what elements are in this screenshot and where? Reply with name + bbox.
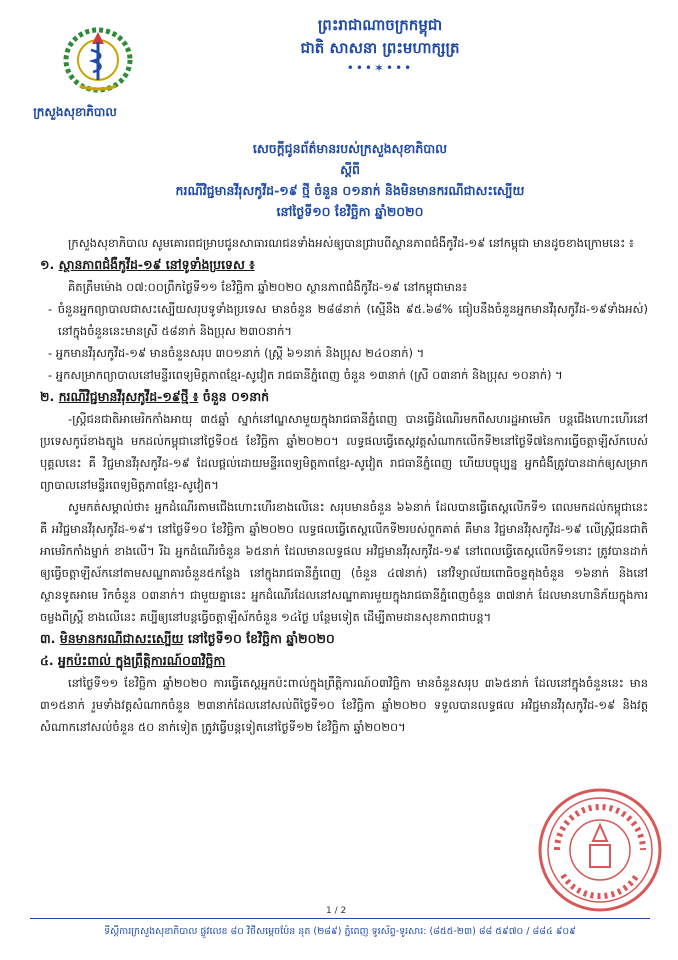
section-1-bullet-3: - អ្នកសម្រាកព្យាបាលនៅមន្ទីរពេទ្យមិត្តភាពខ្មែរ-សូវៀត រាជធានីភ្នំពេញ ចំនួន ១៣នាក់ (ស្រី ០៣នាក់ និងប្រុស ១០នាក់) ។: [48, 368, 563, 382]
section-2-count: ចំនួន ០១នាក់: [202, 389, 270, 404]
footer-address: ទីស្តីការក្រសួងសុខាភិបាល ផ្លូវលេខ ៨០ វិថីសម្តេចប៉ែន នុត (២៨៩) ភ្នំពេញ ទូរស័ព្ទ-ទូរសារ: (៨៥៥-២៣) ៨៨ ៥៩៧០ / ៨៨៤ ៩០៩: [104, 926, 576, 937]
title-line-2: ស្តីពី: [340, 162, 360, 177]
intro-paragraph: ក្រសួងសុខាភិបាល សូមគោរពជម្រាបជូនសាធារណជនទាំងអស់ឲ្យបានជ្រាបពីស្ថានភាពជំងឺកូវីដ-១៩ នៅកម្ពុជា មានដូចខាងក្រោមនេះ ៖: [68, 236, 634, 250]
section-2-heading: [40, 386, 648, 408]
footer-divider: [30, 918, 650, 919]
ministry-logo: [58, 20, 138, 100]
section-3-heading: [40, 628, 648, 650]
page-number: 1 / 2: [326, 906, 347, 916]
kingdom-line-1: ព្រះរាជាណាចក្រកម្ពុជា: [317, 16, 443, 34]
document-body: [40, 232, 648, 738]
kingdom-ornament: •••✶•••: [346, 61, 414, 75]
section-4-paragraph: នៅថ្ងៃទី១១ ខែវិច្ឆិកា ឆ្នាំ២០២០ ការធ្វើតេស្តអ្នកប៉ះពាល់ក្នុងព្រឹត្តិការណ៍០៣វិច្ឆិកា មានចំនួនសរុប ៣៦៥នាក់ ដែលនៅក្នុងចំនួននេះ មាន ៣១៥នាក់ រួមទាំងវត្តសំណាកចំនួន ២៣នាក់ដែលនៅសល់ពីថ្ងៃទី១០ ខែវិច្ឆិកា ឆ្នាំ២០២០ ទទួលបានលទ្ធផល អវិជ្ជមានវីរុសកូវីដ-១៩ និងវត្តសំណាកនៅសល់ចំនួន ៥០ នាក់ទៀត ត្រូវធ្វើបន្តទៀតនៅថ្ងៃទី១២ ខែវិច្ឆិកា ឆ្នាំ២០២០។: [40, 676, 648, 734]
section-3-title: មិនមានករណីជាសះស្បើយ: [59, 631, 184, 646]
section-3-number: ៣.: [40, 631, 56, 646]
title-line-3: ករណីវិជ្ជមានវីរុសកូវីដ-១៩ ថ្មី ចំនួន ០១នាក់ និងមិនមានករណីជាសះស្បើយ: [175, 183, 525, 198]
document-title: [90, 138, 610, 222]
title-line-4: នៅថ្ងៃទី១០ ខែវិច្ឆិកា ឆ្នាំ២០២០: [276, 204, 424, 219]
section-2-title: ករណីវិជ្ជមានវីរុសកូវីដ-១៩ថ្មី ៖: [58, 389, 199, 404]
section-2-number: ២.: [40, 389, 55, 404]
section-1-bullet-2: - អ្នកមានវីរុសកូវីដ-១៩ មានចំនួនសរុប ៣០១នាក់ (ស្រ្តី ៦១នាក់ និងប្រុស ២៤០នាក់) ។: [48, 346, 425, 360]
section-1-number: ១.: [40, 257, 55, 272]
official-stamp: [535, 785, 665, 915]
section-2-paragraph-1: -ស្ត្រីជនជាតិអាមេរិកកាំងអាយុ ៣៥ឆ្នាំ ស្នាក់នៅណ្ឌសាមួយក្នុងរាជធានីភ្នំពេញ បានធ្វើដំណើរមកពីសហរដ្ឋអាមេរិក បន្តជើងហោះហើរនៅប្រទេសកូរ៉េខាងត្បូង មកដល់កម្ពុជានៅថ្ងៃទី០៥ ខែវិច្ឆិកា ឆ្នាំ២០២០។ លទ្ធផលធ្វើតេស្តវត្តសំណាកលើកទី២នៅថ្ងៃទី៧នៃការធ្វើចត្តាឡីស័កបេស់បុគ្គលនេះ គឺ វិជ្ជមានវីរុសកូវីដ-១៩ ដែលផ្តល់ដោយមន្ទីរពេទ្យមិត្តភាពខ្មែរ-សូវៀត រាជធានីភ្នំពេញ ហើយបច្ចុប្បន្ន អ្នកជំងឺត្រូវបានដាក់ឲ្យសម្រាកព្យាបាលនៅមន្ទីរពេទ្យមិត្តភាពខ្មែរ-សូវៀត។: [40, 412, 648, 492]
section-2-paragraph-2: សូមកត់សម្គាល់ថា៖ អ្នកដំណើរតាមជើងហោះហើរខាងលើនេះ សរុបមានចំនួន ៦៦នាក់ ដែលបានធ្វើតេស្តលើកទី១ ពេលមកដល់កម្ពុជានេះ គឺ អវិជ្ជមានវីរុសកូវីដ-១៩។ នៅថ្ងៃទី១០ ខែវិច្ឆិកា ឆ្នាំ២០២០ លទ្ធផលធ្វើតេស្តលើកទី២របស់ពួកគាត់ គឺមាន វិជ្ជមានវីរុសកូវីដ-១៩ លើស្ត្រីជនជាតិអាមេរិកកាំងម្នាក់ ខាងលើ។ រីឯ អ្នកដំណើរចំនួន ៦៥នាក់ ដែលមានលទ្ធផល អវិជ្ជមានវីរុសកូវីដ-១៩ នៅពេលធ្វើតេស្តលើកទី១នោះ ត្រូវបានដាក់ឲ្យធ្វើចត្តាឡីស័កនៅតាមសណ្ឋាគារចំនួន៥កន្លែង នៅក្នុងរាជធានីភ្នំពេញ (ចំនួន ៤៧នាក់) នៅវិទ្យាល័យពោធិចន្ទតុងចំនួន ១៦នាក់ និងនៅស្ថានទូតអាមេ រិកចំនួន ០៣នាក់។ ជាមួយគ្នានេះ អ្នកដំណើរដែលនៅសណ្ឋាគារមួយក្នុងរាជធានីភ្នំពេញចំនួន ៣៧នាក់ ដែលមានហានិភ័យក្នុងការចម្លងពីស្ត្រី ខាងលើនេះ គប្បីឲ្យនៅបន្តធ្វើចត្តាឡីស័កចំនួន ១៤ថ្ងៃ បន្ថែមទៀត ដើម្បីតាមដានសុខភាពជាបន្ត។: [40, 500, 648, 624]
section-4-title: អ្នកប៉ះពាល់ ក្នុងព្រឹត្តិការណ៍០៣វិច្ឆិកា: [57, 653, 226, 668]
section-1-heading: [40, 254, 648, 276]
section-3-date: នៅថ្ងៃទី១០ ខែវិច្ឆិកា ឆ្នាំ២០២០: [187, 631, 335, 646]
section-1-title: ស្ថានភាពជំងឺកូវីដ-១៩ នៅទូទាំងប្រទេស ៖: [58, 257, 255, 272]
ministry-name: ក្រសួងសុខាភិបាល: [33, 105, 117, 119]
section-1-bullet-1: - ចំនួនអ្នកព្យាបាលជាសះស្បើយសរុបទូទាំងប្រទេស មានចំនួន ២៨៨នាក់ (ស្មើនឹង ៩៥.៦៨% ធៀបនឹងចំនួនអ្នកមានវីរុសកូវីដ-១៩ទាំងអស់) នៅក្នុងចំនួននេះមានស្រី ៥៨នាក់ និងប្រុស ២៣០នាក់។: [48, 302, 648, 338]
kingdom-header: [230, 14, 530, 76]
kingdom-line-2: ជាតិ សាសនា ព្រះមហាក្សត្រ: [300, 39, 460, 57]
section-1-lead: គិតត្រឹមម៉ោង ០៧:០០ព្រឹកថ្ងៃទី១១ ខែវិច្ឆិកា ឆ្នាំ២០២០ ស្ថានភាពជំងឺកូវីដ-១៩ នៅកម្ពុជាមាន៖: [68, 280, 468, 294]
title-line-1: សេចក្តីជូនព័ត៌មានរបស់ក្រសួងសុខាភិបាល: [252, 141, 448, 156]
section-4-heading: [40, 650, 648, 672]
section-4-number: ៤.: [40, 653, 54, 668]
